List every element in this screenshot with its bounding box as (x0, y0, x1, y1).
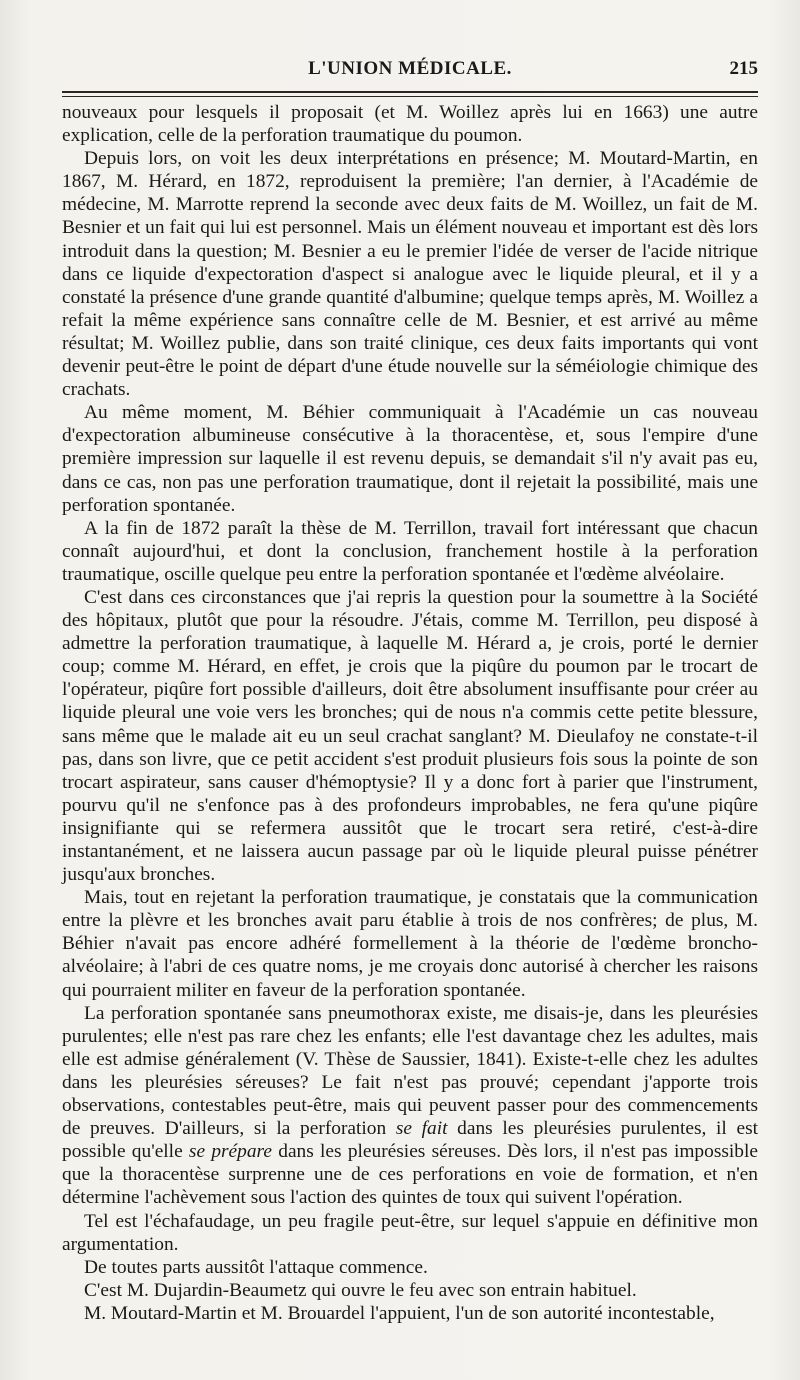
body-text (62, 101, 758, 1325)
paragraph (62, 1279, 758, 1302)
paragraph (62, 586, 758, 886)
running-header (62, 58, 758, 84)
paragraph (62, 147, 758, 401)
text-run: Tel est l'échafaudage, un peu fragile peut-être, sur lequel s'appuie en définitive mon argumentation. (62, 1210, 758, 1255)
text-run: La perforation spontanée sans pneumothorax existe, me disais-je, dans les pleurésies purulentes; elle n'est pas rare chez les enfants; elle l'est davantage chez les adultes, mais elle est admise généralement (V. Thèse de Saussier, 1841). Existe-t-elle chez les adultes dans les pleurésies séreuses? Le fait n'est pas prouvé; cependant j'apporte trois observations, contestables peut-être, mais qui peuvent passer pour des commencements de preuves. D'ailleurs, si la perforation (62, 1002, 758, 1140)
header-rule-thin (62, 96, 758, 97)
text-run: Mais, tout en rejetant la perforation traumatique, je constatais que la communication entre la plèvre et les bronches avait paru établie à trois de nos confrères; de plus, M. Béhier n'avait pas encore adhéré formellement à la théorie de l'œdème broncho-alvéolaire; à l'abri de ces quatre noms, je me croyais donc autorisé à chercher les raisons qui pourraient militer en faveur de la perforation spontanée. (62, 887, 758, 1001)
text-run: C'est M. Dujardin-Beaumetz qui ouvre le feu avec son entrain habituel. (84, 1279, 637, 1301)
paragraph (62, 101, 758, 147)
page-number: 215 (729, 58, 758, 79)
text-run: Au même moment, M. Béhier communiquait à l'Académie un cas nouveau d'expectoration albumineuse consécutive à la thoracentèse, et, sous l'empire d'une première impression sur laquelle il est revenu depuis, se demandait s'il n'y avait pas eu, dans ce cas, non pas une perforation traumatique, dont il rejetait la possibilité, mais une perforation spontanée. (62, 402, 758, 516)
paragraph (62, 1256, 758, 1279)
paragraph (62, 517, 758, 586)
text-run: De toutes parts aussitôt l'attaque commence. (84, 1256, 428, 1278)
text-run: Depuis lors, on voit les deux interprétations en présence; M. Moutard-Martin, en 1867, M. Hérard, en 1872, reproduisent la première; l'an dernier, à l'Académie de médecine, M. Marrotte reprend la seconde avec deux faits de M. Woillez, un fait de M. Besnier et un fait qui lui est personnel. Mais un élément nouveau et important est dès lors introduit dans la question; M. Besnier a eu le premier l'idée de verser de l'acide nitrique dans ce liquide d'expectoration d'aspect si analogue avec le liquide pleural, et il y a constaté la présence d'une grande quantité d'albumine; quelque temps après, M. Woillez a refait la même expérience sans connaître celle de M. Besnier, et est arrivé au même résultat; M. Woillez publie, dans son traité clinique, ces deux faits importants qui vont devenir peut-être le point de départ d'une étude nouvelle sur la séméiologie chimique des crachats. (62, 148, 758, 401)
text-run: dans les pleurésies purulentes, il est possible qu'elle (62, 1118, 759, 1163)
italic-run: se prépare (188, 1141, 272, 1163)
paragraph (62, 1302, 758, 1325)
paragraph (62, 1002, 758, 1210)
text-run: M. Moutard-Martin et M. Brouardel l'appuient, l'un de son autorité incontestable, (84, 1302, 715, 1324)
header-rule (62, 91, 758, 93)
paragraph (62, 886, 758, 1001)
italic-run: se fait (395, 1118, 448, 1140)
text-run: nouveaux pour lesquels il proposait (et M. Woillez après lui en 1663) une autre explication, celle de la perforation traumatique du poumon. (62, 102, 758, 147)
text-run: dans les pleurésies séreuses. Dès lors, il n'est pas impossible que la thoracentèse surprenne une de ces perforations en voie de formation, et n'en détermine l'achèvement sous l'action des quintes de toux qui suivent l'opération. (62, 1141, 758, 1209)
paragraph (62, 1210, 758, 1256)
paragraph (62, 401, 758, 516)
text-run: A la fin de 1872 paraît la thèse de M. Terrillon, travail fort intéressant que chacun connaît aujourd'hui, et dont la conclusion, franchement hostile à la perforation traumatique, oscille quelque peu entre la perforation spontanée et l'œdème alvéolaire. (62, 517, 758, 585)
text-run: C'est dans ces circonstances que j'ai repris la question pour la soumettre à la Société des hôpitaux, plutôt que pour la résoudre. J'étais, comme M. Terrillon, peu disposé à admettre la perforation traumatique, à laquelle M. Hérard a, je crois, porté le dernier coup; comme M. Hérard, en effet, je crois que la piqûre du poumon par le trocart de l'opérateur, piqûre fort possible d'ailleurs, doit être absolument insuffisante pour créer au liquide pleural une voie vers les bronches; qui de nous n'a commis cette petite blessure, sans même que le malade ait eu un seul crachat sanglant? M. Dieulafoy ne constate-t-il pas, dans son livre, que ce petit accident s'est produit plusieurs fois sous la pointe de son trocart aspirateur, sans causer d'hémoptysie? Il y a donc fort à parier que l'instrument, pourvu qu'il ne s'enfonce pas à des profondeurs improbables, ne fera qu'une piqûre insignifiante qui se refermera aussitôt que le trocart sera retiré, c'est-à-dire instantanément, et ne laissera aucun passage par où le liquide pleural puisse pénétrer jusqu'aux bronches. (62, 586, 758, 886)
journal-title: L'UNION MÉDICALE. (308, 58, 512, 79)
